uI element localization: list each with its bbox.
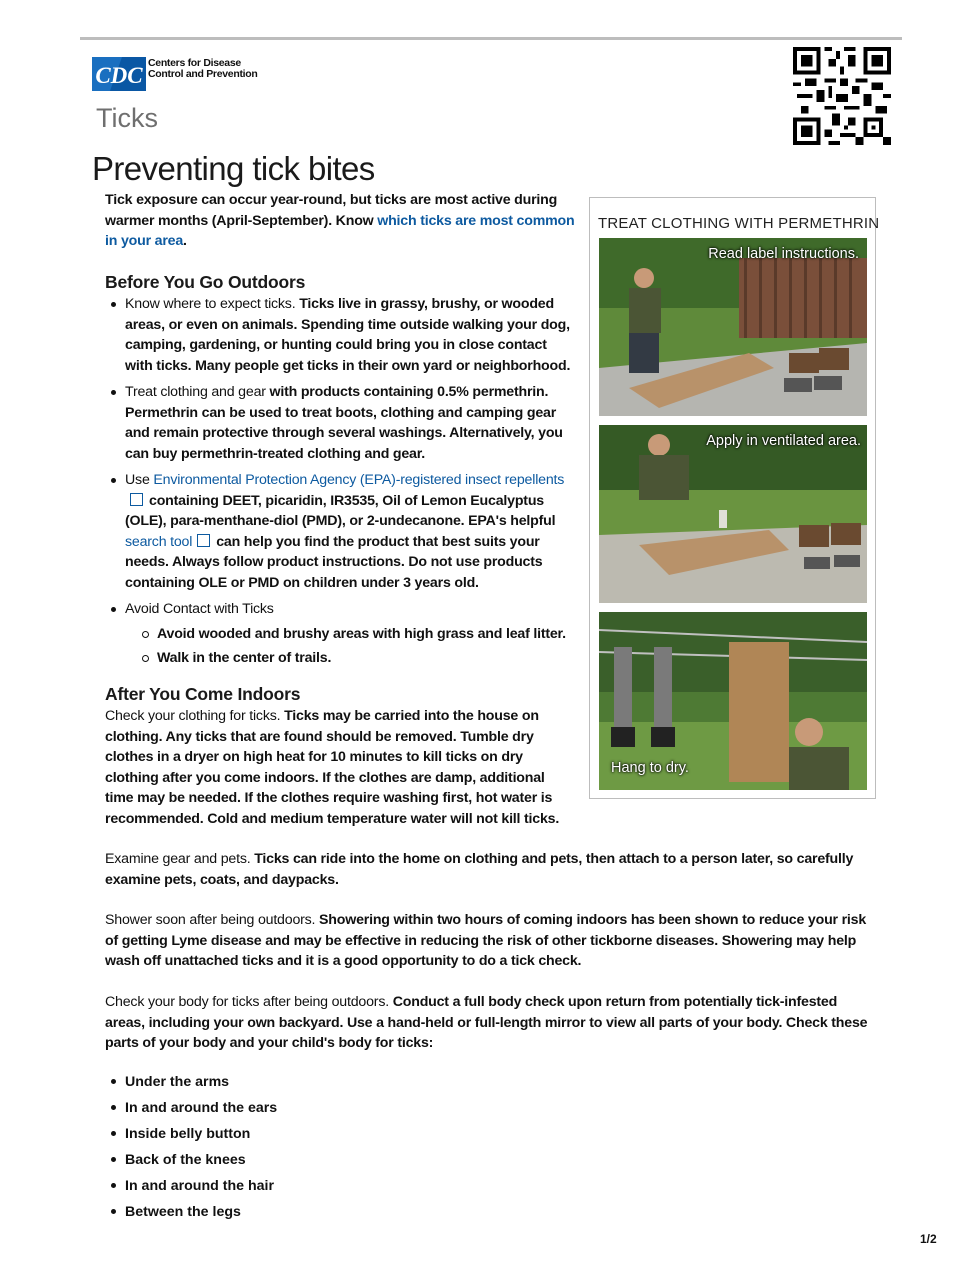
qr-code-icon[interactable] <box>793 47 891 145</box>
list-item <box>105 599 575 669</box>
list-item <box>105 470 575 593</box>
list-item <box>105 382 575 464</box>
item-text: Ticks live in grassy, brushy, or wooded areas, or even on animals. Spending time outside walking your dog, camping, gardening, or hunting could bring you in close contact with ticks. Many people get ticks in their own yard or neighborhood. <box>125 296 571 374</box>
org-name <box>148 58 258 80</box>
item-text: containing DEET, picaridin, IR3535, Oil of Lemon Eucalyptus (OLE), para-menthane-diol (PMD), or 2-undecanone. EPA's helpful <box>125 492 556 529</box>
para-lead: Check your clothing for ticks. <box>105 708 281 724</box>
list-item: Between the legs <box>105 1202 277 1228</box>
photo-read-label <box>599 238 867 416</box>
para-lead: Check your body for ticks after being outdoors. <box>105 994 389 1010</box>
photo-read-label-image <box>599 238 867 416</box>
before-outdoors-list <box>105 294 575 675</box>
para-text: Showering within two hours of coming indoors has been shown to reduce your risk of getting Lyme disease and may be effective in reducing the risk of other tickborne diseases. Showering may help wash off unattached ticks and it is a good opportunity to do a tick check. <box>105 912 867 969</box>
permethrin-figure <box>589 197 880 799</box>
external-link-icon <box>197 534 210 547</box>
intro-end: . <box>183 233 187 249</box>
intro-paragraph <box>105 190 580 252</box>
page-title: Preventing tick bites <box>92 150 375 187</box>
clothing-paragraph <box>105 706 575 829</box>
photo-apply-ventilated-image <box>599 425 867 603</box>
external-link-icon <box>130 493 143 506</box>
caption-apply-ventilated: Apply in ventilated area. <box>706 433 861 449</box>
body-check-paragraph <box>105 992 880 1054</box>
topic-label: Ticks <box>96 103 158 133</box>
item-lead: Treat clothing and gear <box>125 384 266 400</box>
para-text: Conduct a full body check upon return from potentially tick-infested areas, including your own backyard. Use a hand-held or full-length mirror to view all parts of your body. Check these parts of your body and your child's body for ticks: <box>105 994 868 1051</box>
item-lead: Know where to expect ticks. <box>125 296 296 312</box>
caption-read-label: Read label instructions. <box>708 246 859 262</box>
after-indoors-heading: After You Come Indoors <box>105 684 301 704</box>
para-text: Ticks can ride into the home on clothing and pets, then attach to a person later, so carefully examine pets, coats, and daypacks. <box>105 851 854 888</box>
item-text: with products containing 0.5% permethrin. Permethrin can be used to treat boots, clothing and camping gear and remain protective through several washings. Alternatively, you can buy permethrin-treated clothing and gear. <box>125 384 563 462</box>
sub-list-item: Avoid wooded and brushy areas with high grass and leaf litter. <box>125 624 575 645</box>
list-item: In and around the ears <box>105 1098 277 1124</box>
cdc-logo-letters: CDC <box>95 63 143 88</box>
caption-hang-to-dry: Hang to dry. <box>611 760 689 776</box>
top-rule <box>80 37 902 40</box>
avoid-ticks-sublist <box>125 624 575 669</box>
sub-list-item: Walk in the center of trails. <box>125 648 575 669</box>
photo-hang-to-dry <box>599 612 867 790</box>
org-line2: Control and Prevention <box>148 68 258 80</box>
org-line1: Centers for Disease <box>148 57 241 69</box>
item-lead: Avoid Contact with Ticks <box>125 601 274 617</box>
cdc-logo <box>92 57 146 91</box>
shower-paragraph <box>105 910 880 972</box>
list-item: Under the arms <box>105 1072 277 1098</box>
epa-search-tool-link[interactable]: search tool <box>125 533 193 550</box>
before-outdoors-heading: Before You Go Outdoors <box>105 272 306 292</box>
list-item: Inside belly button <box>105 1124 277 1150</box>
para-lead: Examine gear and pets. <box>105 851 251 867</box>
list-item <box>105 294 575 376</box>
intro-text: Tick exposure can occur year-round, but ticks are most active during warmer months (April-September). Know <box>105 192 558 229</box>
figure-title: TREAT CLOTHING WITH PERMETHRIN <box>598 215 880 232</box>
gear-pets-paragraph <box>105 849 865 890</box>
body-parts-list <box>105 1072 277 1228</box>
item-text: can help you find the product that best suits your needs. Always follow product instructions. Do not use products containing OLE or PMD on children under 3 years old. <box>125 533 543 591</box>
epa-repellents-link[interactable]: Environmental Protection Agency (EPA)-registered insect repellents <box>153 472 565 488</box>
page-number: 1/2 <box>920 1232 937 1246</box>
para-text: Ticks may be carried into the house on clothing. Any ticks that are found should be removed. Tumble dry clothes in a dryer on high heat for 10 minutes to kill ticks on dry clothing after you come indoors. If the clothes are damp, additional time may be needed. If the clothes require washing first, hot water is recommended. Cold and medium temperature water will not kill ticks. <box>105 708 560 827</box>
para-lead: Shower soon after being outdoors. <box>105 912 316 928</box>
photo-apply-ventilated <box>599 425 867 603</box>
list-item: Back of the knees <box>105 1150 277 1176</box>
common-ticks-link[interactable]: which ticks are most common in your area <box>105 212 575 249</box>
item-lead: Use <box>125 472 154 488</box>
list-item: In and around the hair <box>105 1176 277 1202</box>
